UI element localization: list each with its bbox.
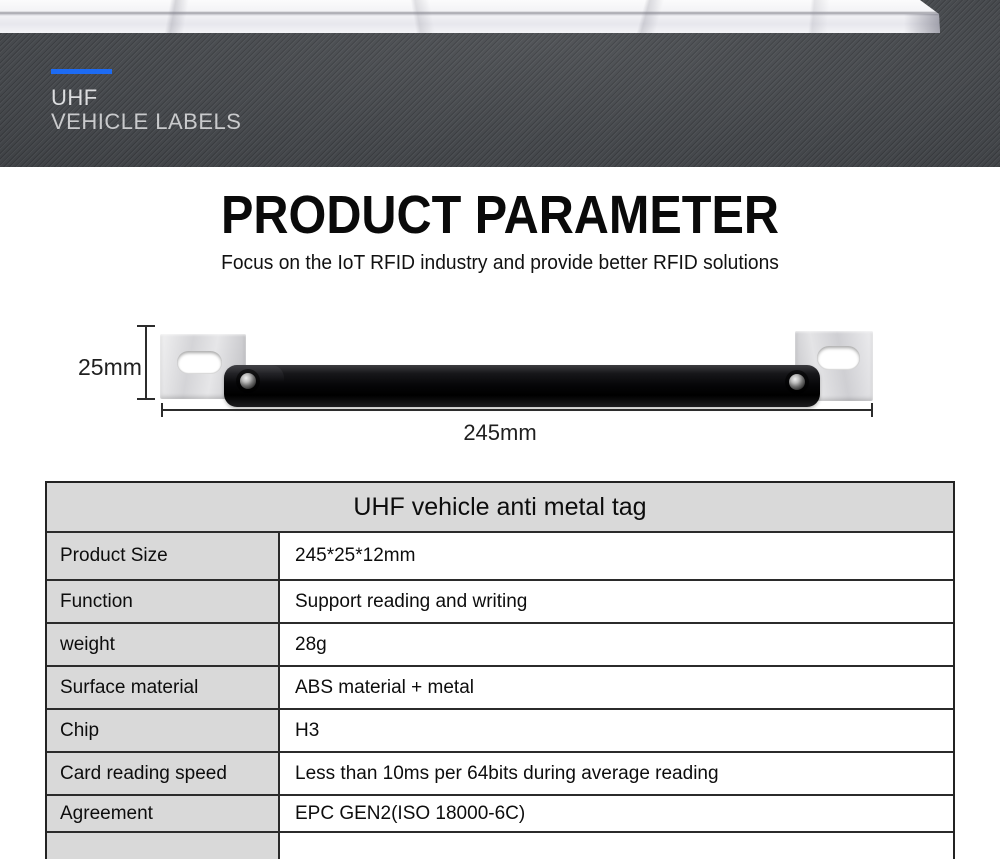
spec-value: 245*25*12mm	[280, 533, 953, 579]
table-row	[47, 794, 953, 831]
table-row	[47, 622, 953, 665]
tag-body	[224, 365, 820, 407]
height-dimension-label: 25mm	[78, 354, 142, 380]
spec-label: Surface material	[47, 667, 280, 708]
spec-label	[47, 833, 280, 859]
page-subtitle: Focus on the IoT RFID industry and provide better RFID solutions	[221, 252, 779, 274]
spec-table-title: UHF vehicle anti metal tag	[47, 483, 953, 531]
table-row	[47, 579, 953, 622]
spec-value: Less than 10ms per 64bits during average reading	[280, 753, 953, 794]
spec-value: ABS material + metal	[280, 667, 953, 708]
spec-value: EPC GEN2(ISO 18000-6C)	[280, 796, 953, 831]
mounting-hole-right	[817, 346, 860, 370]
hero-title-line2: VEHICLE LABELS	[51, 109, 242, 134]
spec-label: Function	[47, 581, 280, 622]
hero-title-line1: UHF	[51, 85, 98, 110]
page-title: PRODUCT PARAMETER	[221, 185, 779, 245]
spec-table	[45, 481, 955, 859]
height-dimension-line	[145, 325, 147, 400]
spec-value: 28g	[280, 624, 953, 665]
spec-label: Chip	[47, 710, 280, 751]
table-row	[47, 665, 953, 708]
spec-label: weight	[47, 624, 280, 665]
mounting-hole-left	[177, 351, 222, 374]
table-row	[47, 751, 953, 794]
spec-value	[280, 833, 953, 859]
spec-value: H3	[280, 710, 953, 751]
screw-rivet-left	[240, 373, 256, 389]
width-dimension-label: 245mm	[463, 420, 537, 445]
spec-label: Card reading speed	[47, 753, 280, 794]
table-row	[47, 831, 953, 859]
spec-table-body	[47, 531, 953, 859]
spec-label: Agreement	[47, 796, 280, 831]
spec-value: Support reading and writing	[280, 581, 953, 622]
spec-label: Product Size	[47, 533, 280, 579]
width-dimension-line	[161, 409, 873, 411]
table-row	[47, 708, 953, 751]
screw-rivet-right	[789, 374, 805, 390]
table-row	[47, 531, 953, 579]
